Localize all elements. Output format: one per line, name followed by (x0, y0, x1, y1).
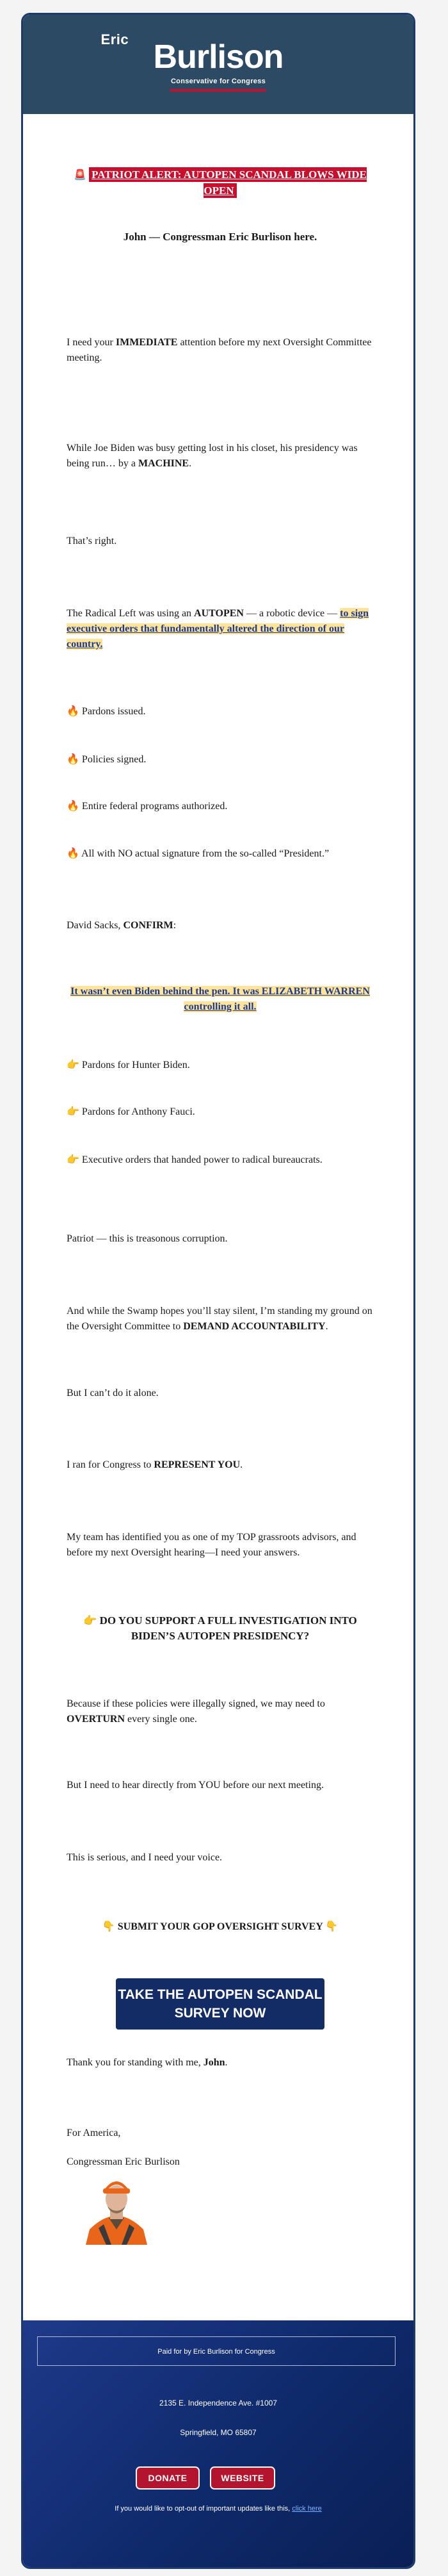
opt-out-notice: If you would like to opt-out of important updates like this, click here (115, 2505, 322, 2513)
paragraph-overturn: Because if these policies were illegally signed, we may need to OVERTURN every single one. (67, 1698, 325, 1725)
fire-list-item: 🔥 Policies signed. (67, 753, 147, 765)
fire-list-item: 🔥 All with NO actual signature from the so-called “President.” (67, 847, 330, 859)
siren-icon: 🚨 (74, 168, 87, 181)
paragraph-swamp: And while the Swamp hopes you’ll stay silent, I’m standing my ground on the Oversight Committee to DEMAND ACCOUNTABILITY. (67, 1306, 372, 1332)
fire-list-item: 🔥 Pardons issued. (67, 705, 146, 717)
pointing-hand-icon: 👉 (67, 1105, 79, 1117)
paragraph-confirm: David Sacks, CONFIRM: (67, 920, 177, 931)
campaign-logo (100, 31, 284, 92)
alert-banner: PATRIOT ALERT: AUTOPEN SCANDAL BLOWS WIDE OPEN (89, 167, 367, 198)
greeting: John — Congressman Eric Burlison here. (123, 231, 317, 243)
fire-icon: 🔥 (67, 847, 79, 859)
fire-list-item: 🔥 Entire federal programs authorized. (67, 800, 228, 812)
point-list-item: 👉 Pardons for Anthony Fauci. (67, 1105, 195, 1117)
congressman-photo (81, 2170, 152, 2245)
autopen-highlight: to sign executive orders that fundamentally altered the direction of our country. (67, 608, 369, 650)
pointing-down-icon: 👇 (102, 1920, 115, 1932)
fire-icon: 🔥 (67, 705, 79, 717)
alert-line (67, 167, 374, 199)
submit-survey-heading: 👇 SUBMIT YOUR GOP OVERSIGHT SURVEY 👇 (102, 1920, 339, 1932)
logo-first-name: Eric (100, 31, 129, 47)
paragraph-immediate: I need your IMMEDIATE attention before my next Oversight Committee meeting. (67, 337, 372, 363)
fire-icon: 🔥 (67, 800, 79, 812)
opt-out-link[interactable]: click here (292, 2505, 322, 2513)
signature: Congressman Eric Burlison (67, 2156, 180, 2167)
warren-highlight: It wasn’t even Biden behind the pen. It was ELIZABETH WARREN controlling it all. (70, 986, 370, 1012)
website-button[interactable]: WEBSITE (210, 2466, 275, 2490)
logo-underline (170, 89, 266, 92)
email-footer (23, 2320, 413, 2567)
question-heading: 👉 DO YOU SUPPORT A FULL INVESTIGATION INTO BIDEN’S AUTOPEN PRESIDENCY? (83, 1614, 357, 1642)
email-card (21, 13, 415, 2569)
pointing-hand-icon: 👉 (67, 1153, 79, 1165)
email-header (23, 15, 413, 114)
paragraph-hear: But I need to hear directly from YOU before our next meeting. (67, 1780, 324, 1791)
point-list-item: 👉 Pardons for Hunter Biden. (67, 1058, 190, 1071)
paid-for-disclaimer: Paid for by Eric Burlison for Congress (37, 2336, 396, 2366)
take-survey-button[interactable]: TAKE THE AUTOPEN SCANDAL SURVEY NOW (116, 1978, 324, 2030)
logo-last-name: Burlison (153, 38, 284, 76)
paragraph-serious: This is serious, and I need your voice. (67, 1852, 223, 1863)
paragraph-advisors: My team has identified you as one of my TOP grassroots advisors, and before my next Oversight hearing—I need your answers. (67, 1532, 356, 1558)
paragraph-represent: I ran for Congress to REPRESENT YOU. (67, 1459, 243, 1470)
pointing-hand-icon: 👉 (83, 1614, 97, 1627)
fire-icon: 🔥 (67, 753, 79, 765)
paragraph-treason: Patriot — this is treasonous corruption. (67, 1233, 228, 1244)
pointing-down-icon: 👇 (325, 1920, 339, 1932)
paragraph-thats-right: That’s right. (67, 536, 117, 546)
logo-tagline: Conservative for Congress (170, 78, 266, 85)
closing: For America, (67, 2128, 121, 2138)
paragraph-thanks: Thank you for standing with me, John. (67, 2057, 228, 2068)
paragraph-machine: While Joe Biden was busy getting lost in his closet, his presidency was being run… by a MACHINE. (67, 443, 358, 469)
point-list-item: 👉 Executive orders that handed power to radical bureaucrats. (67, 1153, 323, 1165)
paragraph-alone: But I can’t do it alone. (67, 1388, 159, 1399)
pointing-hand-icon: 👉 (67, 1058, 79, 1071)
paragraph-autopen: The Radical Left was using an AUTOPEN — a robotic device — to sign executive orders that fundamentally altered the direction of our country. (67, 608, 369, 650)
address-line-2: Springfield, MO 65807 (180, 2428, 257, 2437)
address-line-1: 2135 E. Independence Ave. #1007 (159, 2399, 277, 2408)
donate-button[interactable]: DONATE (136, 2466, 200, 2490)
